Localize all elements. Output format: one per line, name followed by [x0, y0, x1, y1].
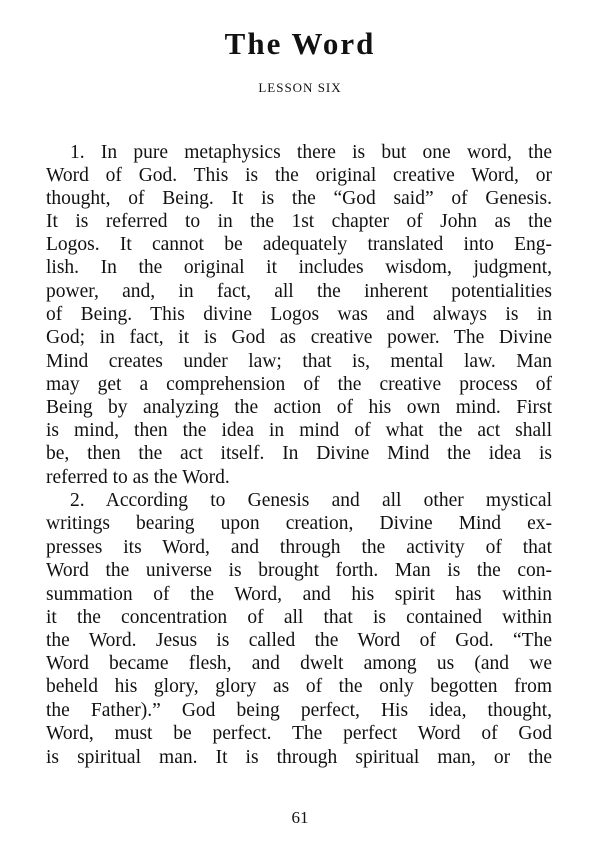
text-line: referred to as the Word.: [46, 467, 230, 488]
lesson-subtitle: LESSON SIX: [258, 80, 342, 95]
chapter-title: The Word: [224, 26, 376, 61]
text-line: Mind creates under law; that is, mental law. Man: [46, 351, 552, 372]
text-line: Word, must be perfect. The perfect Word of God: [46, 723, 552, 744]
text-line: God; in fact, it is God as creative power. The Divine: [46, 327, 552, 348]
text-line: thought, of Being. It is the “God said” of Genesis.: [46, 188, 552, 209]
text-line: summation of the Word, and his spirit has within: [46, 584, 552, 605]
text-line: is spiritual man. It is through spiritual man, or the: [46, 747, 552, 768]
text-line: lish. In the original it includes wisdom, judgment,: [46, 257, 552, 278]
text-line: be, then the act itself. In Divine Mind the idea is: [46, 443, 552, 464]
text-line: Word of God. This is the original creative Word, or: [46, 165, 552, 186]
text-line: Word became flesh, and dwelt among us (and we: [46, 653, 552, 674]
text-line: Word the universe is brought forth. Man is the con-: [46, 560, 552, 581]
text-line: Being by analyzing the action of his own mind. First: [46, 397, 552, 418]
text-line: is mind, then the idea in mind of what the act shall: [46, 420, 552, 441]
text-line: Logos. It cannot be adequately translated into Eng-: [46, 234, 552, 255]
text-line: the Father).” God being perfect, His idea, thought,: [46, 700, 552, 721]
page-number: 61: [291, 808, 309, 827]
text-line: power, and, in fact, all the inherent potentialities: [46, 281, 552, 302]
text-line: it the concentration of all that is contained within: [46, 607, 552, 628]
text-line: beheld his glory, glory as of the only begotten from: [46, 676, 552, 697]
text-line: presses its Word, and through the activity of that: [46, 537, 552, 558]
text-line: of Being. This divine Logos was and always is in: [46, 304, 552, 325]
text-line: 1. In pure metaphysics there is but one word, the: [70, 142, 552, 163]
text-line: 2. According to Genesis and all other mystical: [70, 490, 552, 511]
text-line: may get a comprehension of the creative process of: [46, 374, 552, 395]
text-line: It is referred to in the 1st chapter of John as the: [46, 211, 552, 232]
text-line: the Word. Jesus is called the Word of God. “The: [46, 630, 552, 651]
text-line: writings bearing upon creation, Divine Mind ex-: [46, 513, 552, 534]
